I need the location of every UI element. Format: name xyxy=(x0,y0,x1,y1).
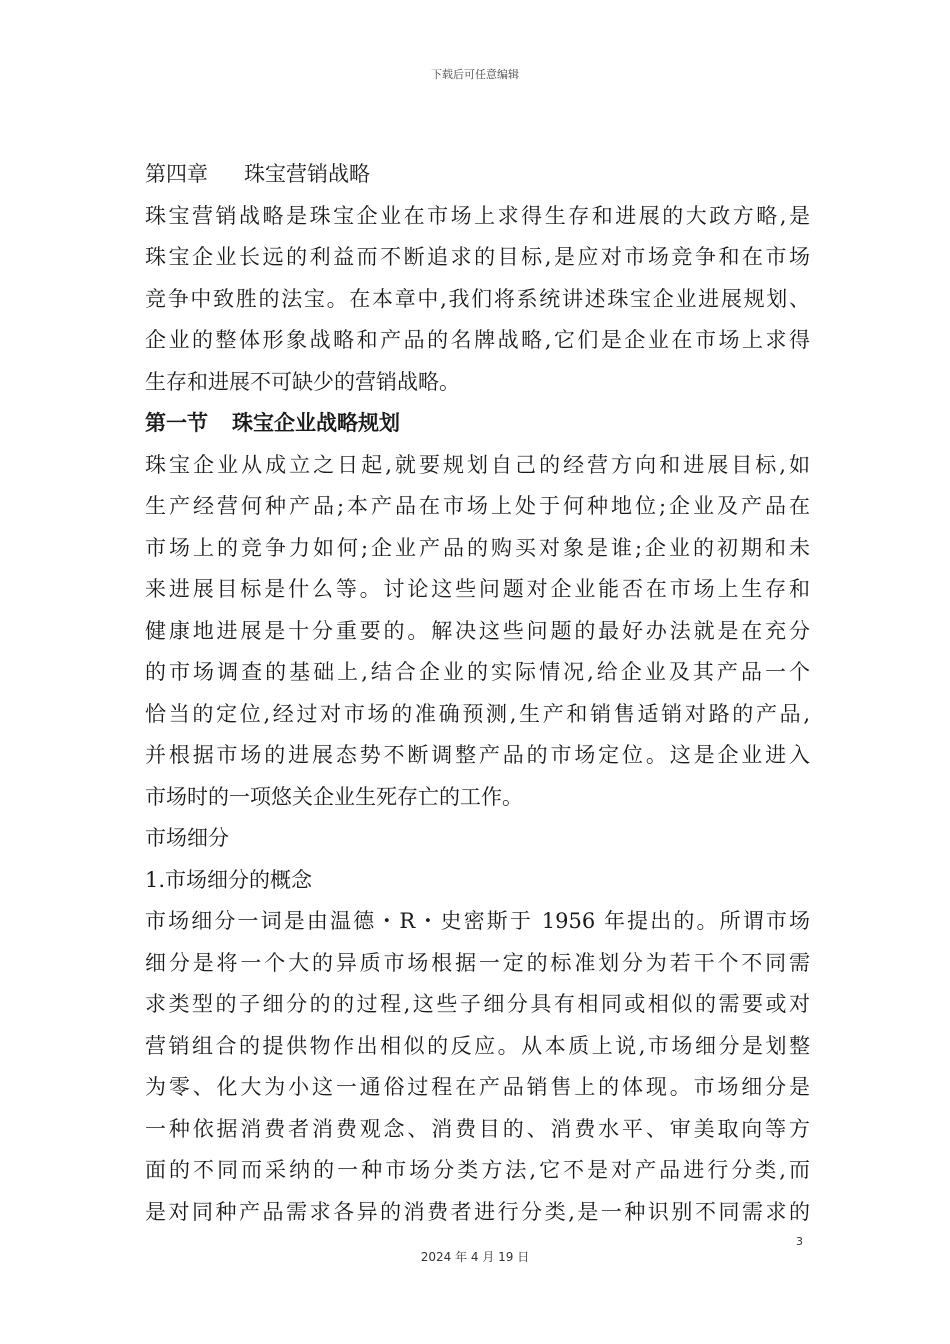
concept-line: 为零、化大为小这一通俗过程在产品销售上的体现。市场细分是 xyxy=(145,1075,810,1099)
page-footer-date: 2024 年 4 月 19 日 xyxy=(420,1250,530,1264)
section-title: 珠宝企业战略规划 xyxy=(232,411,400,435)
intro-line: 珠宝企业长远的利益而不断追求的目标,是应对市场竞争和在市场 xyxy=(145,245,810,269)
concept-line: 是对同种产品需求各异的消费者进行分类,是一种识别不同需求的 xyxy=(145,1199,810,1224)
concept-line: 求类型的子细分的的过程,这些子细分具有相同或相似的需要或对 xyxy=(145,992,810,1016)
subsubheading-concept: 1.市场细分的概念 xyxy=(145,867,313,892)
section-line: 市场上的竞争力如何;企业产品的购买对象是谁;企业的初期和未 xyxy=(145,535,810,560)
section-line: 健康地进展是十分重要的。解决这些问题的最好办法就是在充分 xyxy=(145,618,810,643)
concept-line: 市场细分一词是由温德・R・史密斯于 1956 年提出的。所谓市场 xyxy=(145,909,810,933)
chapter-number: 第四章 xyxy=(145,162,208,186)
section-line: 珠宝企业从成立之日起,就要规划自己的经营方向和进展目标,如 xyxy=(145,452,810,477)
page-header: 下载后可任意编辑 xyxy=(431,68,519,81)
section-number: 第一节 xyxy=(145,411,208,435)
chapter-title: 珠宝营销战略 xyxy=(244,162,370,186)
section-line: 恰当的定位,经过对市场的准确预测,生产和销售适销对路的产品, xyxy=(145,701,810,726)
concept-line: 面的不同而采纳的一种市场分类方法,它不是对产品进行分类,而 xyxy=(145,1158,810,1182)
section-heading xyxy=(145,403,810,445)
chapter-heading xyxy=(145,154,810,196)
concept-line: 细分是将一个大的异质市场根据一定的标准划分为若干个不同需 xyxy=(145,950,810,975)
document-body xyxy=(145,154,810,1233)
concept-line: 营销组合的提供物作出相似的反应。从本质上说,市场细分是划整 xyxy=(145,1033,810,1058)
section-line: 并根据市场的进展态势不断调整产品的市场定位。这是企业进入 xyxy=(145,743,810,767)
page-number: 3 xyxy=(796,1235,803,1248)
section-line: 的市场调查的基础上,结合企业的实际情况,给企业及其产品一个 xyxy=(145,660,810,684)
section-line: 生产经营何种产品;本产品在市场上处于何种地位;企业及产品在 xyxy=(145,494,810,518)
intro-line: 企业的整体形象战略和产品的名牌战略,它们是企业在市场上求得 xyxy=(145,328,810,352)
section-line: 来进展目标是什么等。讨论这些问题对企业能否在市场上生存和 xyxy=(145,577,810,601)
intro-line: 生存和进展不可缺少的营销战略。 xyxy=(145,369,460,394)
intro-line: 竞争中致胜的法宝。在本章中,我们将系统讲述珠宝企业进展规划、 xyxy=(145,286,810,311)
section-line: 市场时的一项悠关企业生死存亡的工作。 xyxy=(145,784,523,809)
subheading-market-segmentation: 市场细分 xyxy=(145,826,229,850)
concept-line: 一种依据消费者消费观念、消费目的、消费水平、审美取向等方 xyxy=(145,1116,810,1141)
intro-line: 珠宝营销战略是珠宝企业在市场上求得生存和进展的大政方略,是 xyxy=(145,203,810,228)
